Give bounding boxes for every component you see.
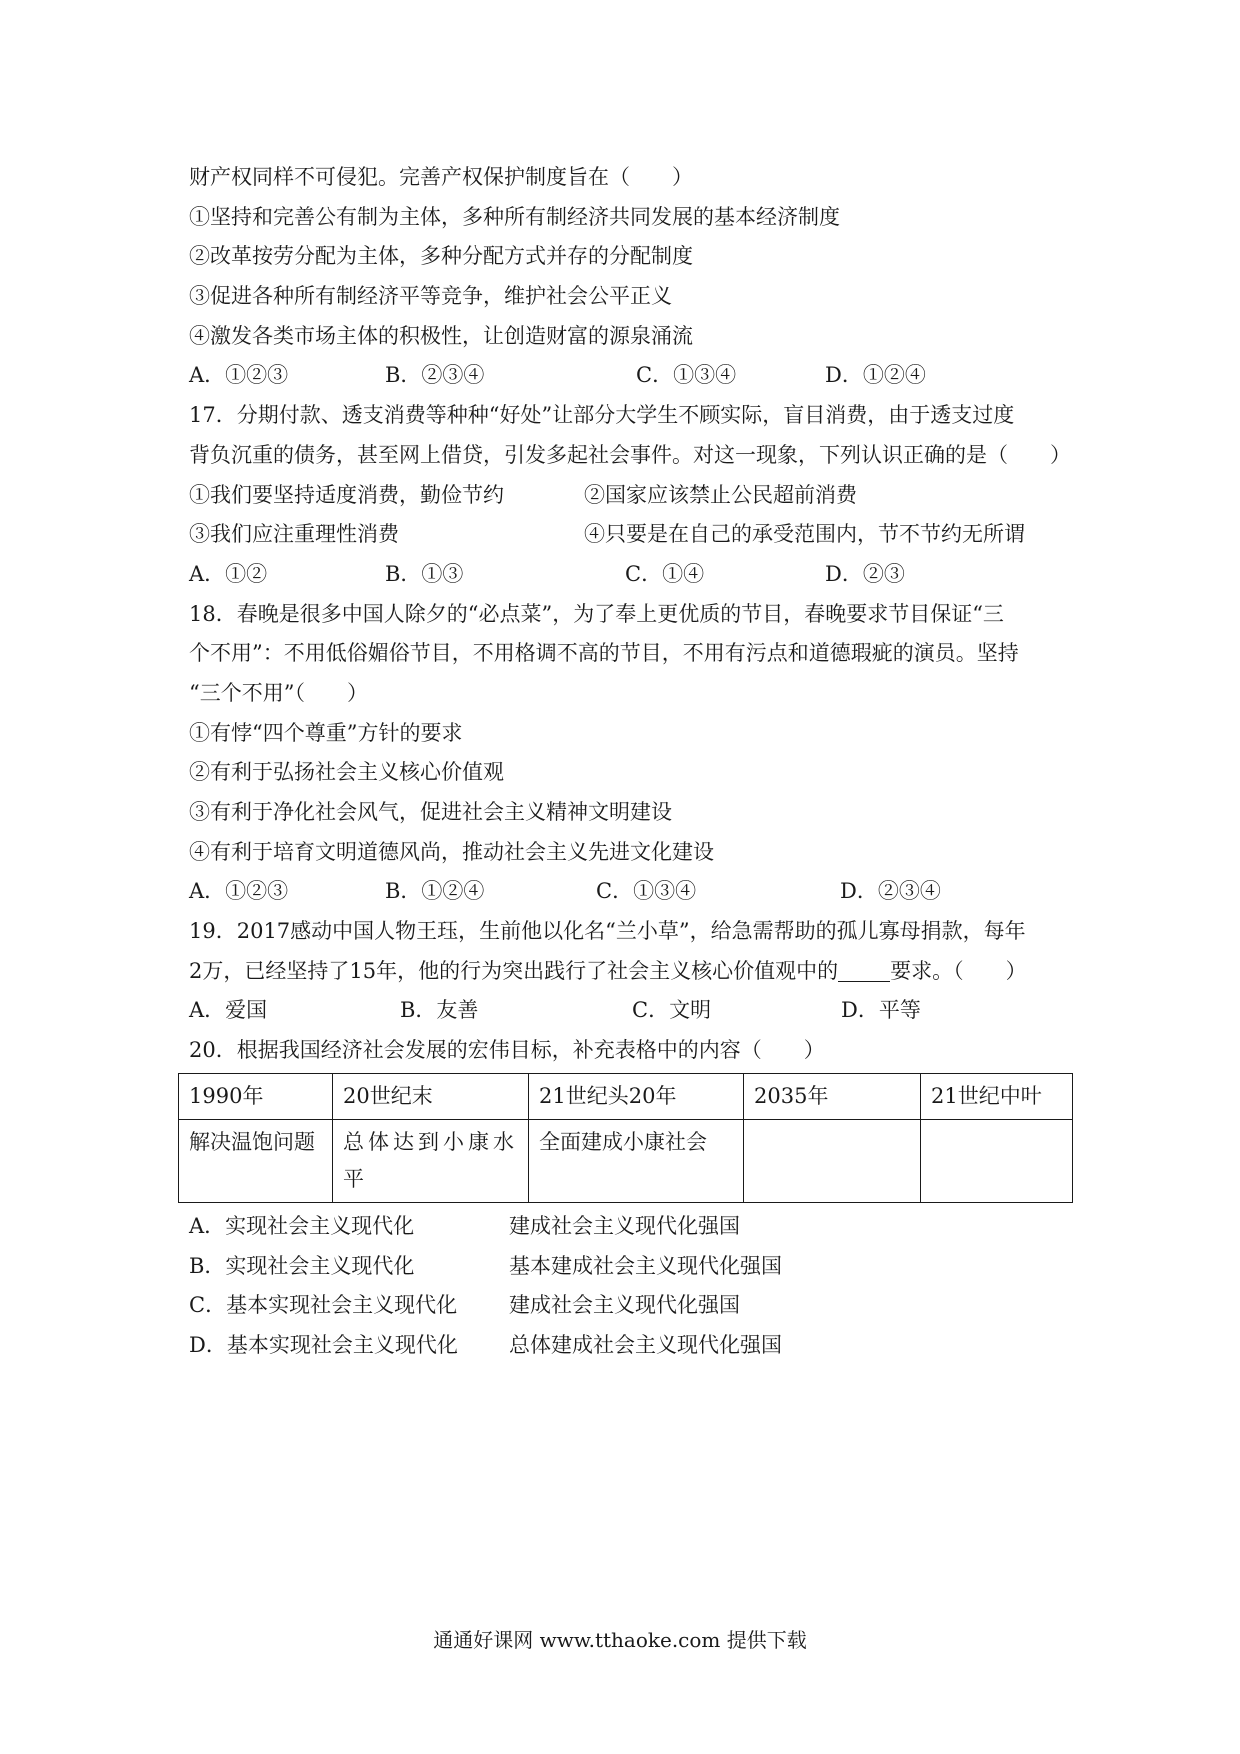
- q19-stem-after: 要求。（ ）: [890, 958, 1027, 983]
- q20-options: [189, 1207, 1069, 1366]
- q18-item-3: ③有利于净化社会风气，促进社会主义精神文明建设: [189, 800, 672, 824]
- option-c: C．①④: [625, 561, 705, 586]
- q17-item-4: ④只要是在自己的承受范围内，节不节约无所谓: [584, 522, 1025, 547]
- table-cell: 20世纪末: [333, 1073, 529, 1119]
- option-a: A．①②③: [189, 363, 289, 388]
- q17-items-row-2: [189, 515, 1069, 555]
- table-header-row: [179, 1073, 1073, 1119]
- option-b: B．①②④: [385, 879, 485, 904]
- table-cell-empty: [921, 1119, 1073, 1202]
- option-b: B．①③: [385, 561, 464, 586]
- q19-stem-before: 2万，已经坚持了15年，他的行为突出践行了社会主义核心价值观中的: [189, 958, 839, 983]
- q19-stem-1: 19．2017感动中国人物王珏，生前他以化名“兰小草”，给急需帮助的孤儿寡母捐款，每年: [189, 919, 1026, 944]
- option-right: 建成社会主义现代化强国: [509, 1213, 740, 1238]
- q18-options: [189, 872, 1069, 912]
- table-cell: 21世纪头20年: [529, 1073, 744, 1119]
- q16-item-3: ③促进各种所有制经济平等竞争，维护社会公平正义: [189, 284, 672, 309]
- table-cell: 2035年: [744, 1073, 921, 1119]
- q18-stem-1: 18．春晚是很多中国人除夕的“必点菜”，为了奉上更优质的节目，春晚要求节目保证“三: [189, 601, 1004, 626]
- q17-options: [189, 555, 1069, 595]
- page-content: [189, 158, 1069, 1366]
- option-c: C．①③④: [636, 363, 737, 388]
- q18-stem-2: 个不用”：不用低俗媚俗节目，不用格调不高的节目，不用有污点和道德瑕疵的演员。坚持: [189, 641, 1019, 666]
- q17-stem-1: 17．分期付款、透支消费等种种“好处”让部分大学生不顾实际，盲目消费，由于透支过度: [189, 403, 1015, 428]
- q16-stem-tail: 财产权同样不可侵犯。完善产权保护制度旨在（ ）: [189, 165, 693, 189]
- option-a: A．爱国: [189, 998, 268, 1023]
- answer-blank: [838, 959, 890, 982]
- option-d: D．②③④: [840, 879, 941, 904]
- q18-item-2: ②有利于弘扬社会主义核心价值观: [189, 760, 504, 785]
- table-cell: 1990年: [179, 1073, 333, 1119]
- option-d: D．平等: [841, 998, 921, 1023]
- table-cell: 全面建成小康社会: [529, 1119, 744, 1202]
- q19-options: [189, 991, 1069, 1031]
- q16-item-2: ②改革按劳分配为主体，多种分配方式并存的分配制度: [189, 244, 693, 269]
- table-cell: 解决温饱问题: [179, 1119, 333, 1202]
- option-d: D．①②④: [825, 363, 926, 388]
- option-right: 建成社会主义现代化强国: [509, 1293, 740, 1318]
- q18-item-4: ④有利于培育文明道德风尚，推动社会主义先进文化建设: [189, 839, 714, 864]
- table-row: [179, 1119, 1073, 1202]
- option-left: C．基本实现社会主义现代化: [189, 1293, 458, 1318]
- q16-item-1: ①坚持和完善公有制为主体，多种所有制经济共同发展的基本经济制度: [189, 204, 840, 229]
- q17-item-3: ③我们应注重理性消费: [189, 522, 399, 547]
- q20-option-b: [189, 1247, 1069, 1287]
- table-cell: 总体达到小康水平: [333, 1119, 529, 1202]
- q20-option-c: [189, 1286, 1069, 1326]
- table-cell: 21世纪中叶: [921, 1073, 1073, 1119]
- q19-stem-2: [189, 952, 1069, 992]
- option-b: B．友善: [400, 998, 479, 1023]
- option-c: C．①③④: [596, 879, 697, 904]
- option-a: A．①②③: [189, 879, 289, 904]
- q16-options: [189, 356, 1069, 396]
- q20-stem: 20．根据我国经济社会发展的宏伟目标，补充表格中的内容（ ）: [189, 1038, 825, 1063]
- goals-table: [178, 1073, 1073, 1203]
- option-right: 基本建成社会主义现代化强国: [509, 1253, 782, 1278]
- option-a: A．①②: [189, 561, 268, 586]
- q16-item-4: ④激发各类市场主体的积极性，让创造财富的源泉涌流: [189, 323, 693, 348]
- option-d: D．②③: [825, 561, 905, 586]
- q17-stem-2: 背负沉重的债务，甚至网上借贷，引发多起社会事件。对这一现象，下列认识正确的是（ ）: [189, 442, 1071, 467]
- q18-stem-3: “三个不用”（ ）: [189, 680, 368, 705]
- option-left: B．实现社会主义现代化: [189, 1253, 415, 1278]
- option-right: 总体建成社会主义现代化强国: [509, 1332, 782, 1357]
- q18-item-1: ①有悖“四个尊重”方针的要求: [189, 720, 463, 745]
- table-cell-empty: [744, 1119, 921, 1202]
- q17-item-1: ①我们要坚持适度消费，勤俭节约: [189, 482, 504, 507]
- option-b: B．②③④: [385, 363, 485, 388]
- q17-items-row-1: [189, 476, 1069, 516]
- option-left: A．实现社会主义现代化: [189, 1213, 415, 1238]
- q20-option-a: [189, 1207, 1069, 1247]
- option-left: D．基本实现社会主义现代化: [189, 1332, 458, 1357]
- option-c: C．文明: [632, 998, 712, 1023]
- page-footer: 通通好课网 www.tthaoke.com 提供下载: [433, 1628, 807, 1652]
- q20-option-d: [189, 1326, 1069, 1366]
- q17-item-2: ②国家应该禁止公民超前消费: [584, 482, 857, 507]
